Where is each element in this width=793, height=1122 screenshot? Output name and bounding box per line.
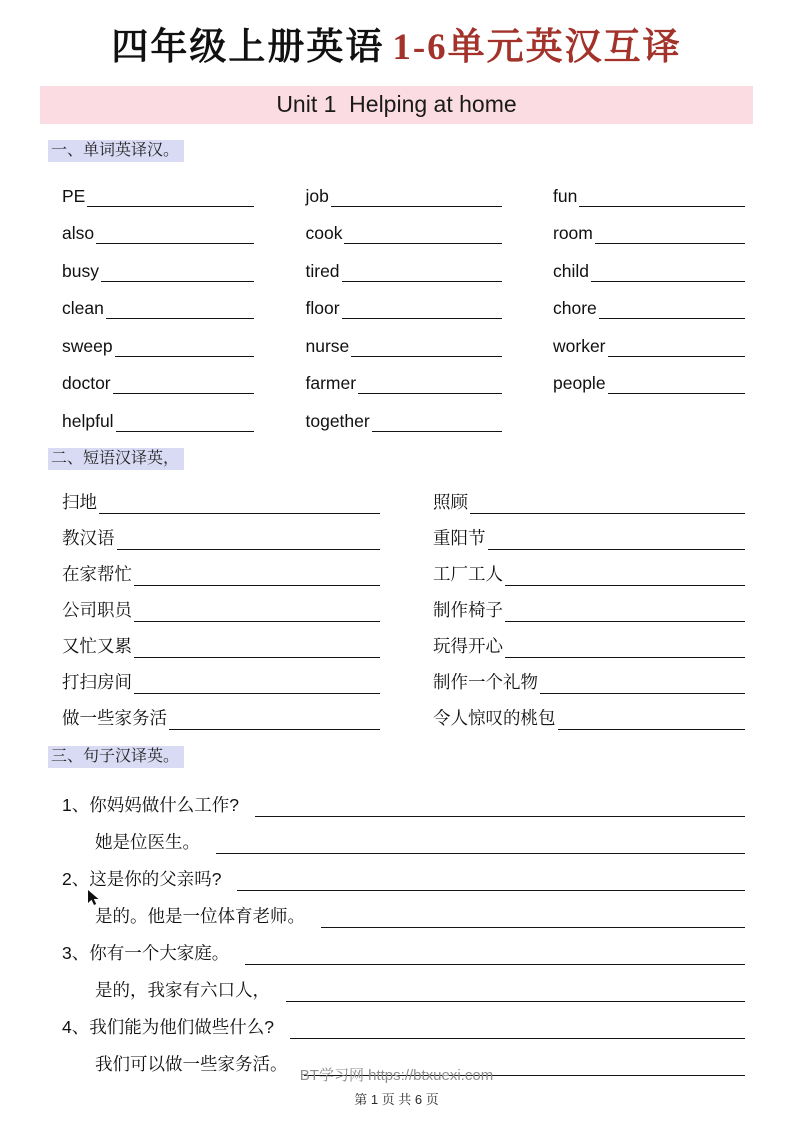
word-en: busy <box>62 260 99 281</box>
phrase-column-left <box>62 478 380 730</box>
phrase-item <box>62 478 380 514</box>
phrase-item <box>62 658 380 694</box>
phrase-zh: 公司职员 <box>62 599 132 620</box>
word-en: helpful <box>62 410 114 431</box>
phrase-item <box>62 586 380 622</box>
answer-blank <box>99 495 380 514</box>
section1-heading: 一、单词英译汉。 <box>48 140 184 162</box>
sentence-zh: 是的。他是一位体育老师。 <box>95 905 305 926</box>
site-link[interactable]: BT学习网 https://btxuexi.com <box>299 1067 494 1084</box>
phrase-zh: 扫地 <box>62 491 97 512</box>
answer-blank <box>608 338 745 357</box>
section3-heading: 三、句子汉译英。 <box>48 746 184 768</box>
answer-blank <box>216 835 745 854</box>
word-en: people <box>553 373 606 394</box>
word-item <box>553 282 745 320</box>
answer-blank <box>608 375 745 394</box>
phrase-item <box>433 694 745 730</box>
answer-blank <box>134 567 380 586</box>
word-en: nurse <box>305 335 350 356</box>
word-item <box>553 357 745 395</box>
phrase-zh: 令人惊叹的桃包 <box>433 707 556 728</box>
word-item <box>62 207 254 245</box>
answer-blank <box>286 983 745 1002</box>
word-item <box>306 319 502 357</box>
answer-blank <box>134 639 380 658</box>
answer-blank <box>290 1020 745 1039</box>
answer-blank <box>237 872 745 891</box>
word-en: together <box>305 410 370 431</box>
answer-blank <box>116 413 254 432</box>
answer-blank <box>505 639 745 658</box>
phrase-item <box>62 550 380 586</box>
word-item <box>62 244 254 282</box>
page-number: 第 1 页 共 6 页 <box>354 1092 439 1107</box>
word-item <box>62 319 254 357</box>
word-en: floor <box>305 298 340 319</box>
sentence-question-line <box>62 928 745 965</box>
word-en: job <box>305 185 329 206</box>
answer-blank <box>540 675 745 694</box>
sentence-zh: 你妈妈做什么工作? <box>89 794 239 815</box>
answer-blank <box>342 300 502 319</box>
item-number: 3、 <box>62 942 90 963</box>
word-item <box>62 169 254 207</box>
phrase-item <box>62 622 380 658</box>
mouse-cursor-icon <box>86 889 101 906</box>
phrase-zh: 工厂工人 <box>433 563 503 584</box>
phrase-zh: 打扫房间 <box>62 671 132 692</box>
answer-blank <box>117 531 381 550</box>
sentence-zh: 是的，我家有六口人， <box>95 979 270 1000</box>
answer-blank <box>134 603 380 622</box>
word-translation-grid <box>48 169 745 432</box>
word-en: clean <box>62 298 104 319</box>
section3-header <box>48 743 745 766</box>
phrase-zh: 重阳节 <box>433 527 486 548</box>
phrase-zh: 教汉语 <box>62 527 115 548</box>
section1-header <box>48 137 745 160</box>
phrase-column-right <box>433 478 745 730</box>
answer-blank <box>106 300 254 319</box>
word-en: also <box>62 223 95 244</box>
sentence-question-line <box>62 854 745 891</box>
sentence-zh: 她是位医生。 <box>95 831 200 852</box>
phrase-item <box>433 478 745 514</box>
answer-blank <box>558 711 746 730</box>
phrase-item <box>62 514 380 550</box>
word-item <box>306 244 502 282</box>
phrase-item <box>62 694 380 730</box>
word-en: chore <box>553 298 597 319</box>
sentence-zh: 我们可以做一些家务活。 <box>95 1053 288 1074</box>
sentence-answer-line <box>62 817 745 854</box>
word-en: sweep <box>62 335 113 356</box>
page-footer <box>0 1064 793 1108</box>
page-title <box>48 26 745 70</box>
item-number: 4、 <box>62 1016 90 1037</box>
word-en: farmer <box>305 373 357 394</box>
unit-banner <box>40 86 753 124</box>
sentence-zh: 这是你的父亲吗? <box>89 868 222 889</box>
word-column-3 <box>553 169 745 432</box>
phrase-item <box>433 622 745 658</box>
word-item <box>306 169 502 207</box>
phrase-item <box>433 550 745 586</box>
word-en: tired <box>305 260 340 281</box>
answer-blank <box>591 263 745 282</box>
answer-blank <box>595 225 745 244</box>
answer-blank <box>372 413 502 432</box>
section2-heading: 二、短语汉译英， <box>48 448 184 470</box>
answer-blank <box>505 567 745 586</box>
answer-blank <box>96 225 254 244</box>
word-item <box>62 357 254 395</box>
word-en: doctor <box>62 373 111 394</box>
title-red-part: 1-6单元英汉互译 <box>392 27 682 68</box>
phrase-zh: 又忙又累 <box>62 635 132 656</box>
answer-blank <box>245 946 745 965</box>
word-item <box>553 244 745 282</box>
word-item <box>306 207 502 245</box>
section2-header <box>48 445 745 468</box>
answer-blank <box>344 225 501 244</box>
phrase-zh: 玩得开心 <box>433 635 503 656</box>
word-item <box>62 282 254 320</box>
phrase-zh: 在家帮忙 <box>62 563 132 584</box>
answer-blank <box>599 300 745 319</box>
word-column-2 <box>306 169 502 432</box>
word-item <box>306 394 502 432</box>
phrase-item <box>433 586 745 622</box>
sentence-question-line <box>62 780 745 817</box>
phrase-translation-grid <box>48 478 745 730</box>
answer-blank <box>358 375 501 394</box>
sentence-question-line <box>62 1002 745 1039</box>
answer-blank <box>169 711 380 730</box>
word-item <box>553 319 745 357</box>
answer-blank <box>351 338 501 357</box>
answer-blank <box>255 798 745 817</box>
item-number: 1、 <box>62 794 90 815</box>
answer-blank <box>331 188 502 207</box>
word-column-1 <box>62 169 254 432</box>
answer-blank <box>505 603 745 622</box>
unit-banner-text: Unit 1 Helping at home <box>276 91 517 118</box>
answer-blank <box>134 675 380 694</box>
phrase-zh: 做一些家务活 <box>62 707 167 728</box>
word-item <box>553 207 745 245</box>
word-item <box>553 169 745 207</box>
word-en: PE <box>62 185 86 206</box>
answer-blank <box>342 263 502 282</box>
sentence-zh: 我们能为他们做些什么? <box>89 1016 274 1037</box>
answer-blank <box>579 188 745 207</box>
sentence-translation-list <box>48 780 745 1076</box>
word-en: worker <box>553 335 606 356</box>
word-en: cook <box>305 223 343 244</box>
title-black-part: 四年级上册英语 <box>111 27 385 68</box>
phrase-item <box>433 514 745 550</box>
answer-blank <box>321 909 745 928</box>
word-item <box>62 394 254 432</box>
word-en: fun <box>553 185 578 206</box>
sentence-zh: 你有一个大家庭。 <box>89 942 230 963</box>
phrase-zh: 制作椅子 <box>433 599 503 620</box>
answer-blank <box>115 338 254 357</box>
item-number: 2、 <box>62 868 90 889</box>
word-item <box>306 282 502 320</box>
answer-blank <box>470 495 745 514</box>
word-item <box>306 357 502 395</box>
phrase-zh: 照顾 <box>433 491 468 512</box>
answer-blank <box>113 375 254 394</box>
sentence-answer-line <box>62 891 745 928</box>
phrase-zh: 制作一个礼物 <box>433 671 538 692</box>
phrase-item <box>433 658 745 694</box>
answer-blank <box>101 263 254 282</box>
word-en: room <box>553 223 593 244</box>
answer-blank <box>87 188 254 207</box>
sentence-answer-line <box>62 965 745 1002</box>
answer-blank <box>488 531 746 550</box>
word-en: child <box>553 260 589 281</box>
